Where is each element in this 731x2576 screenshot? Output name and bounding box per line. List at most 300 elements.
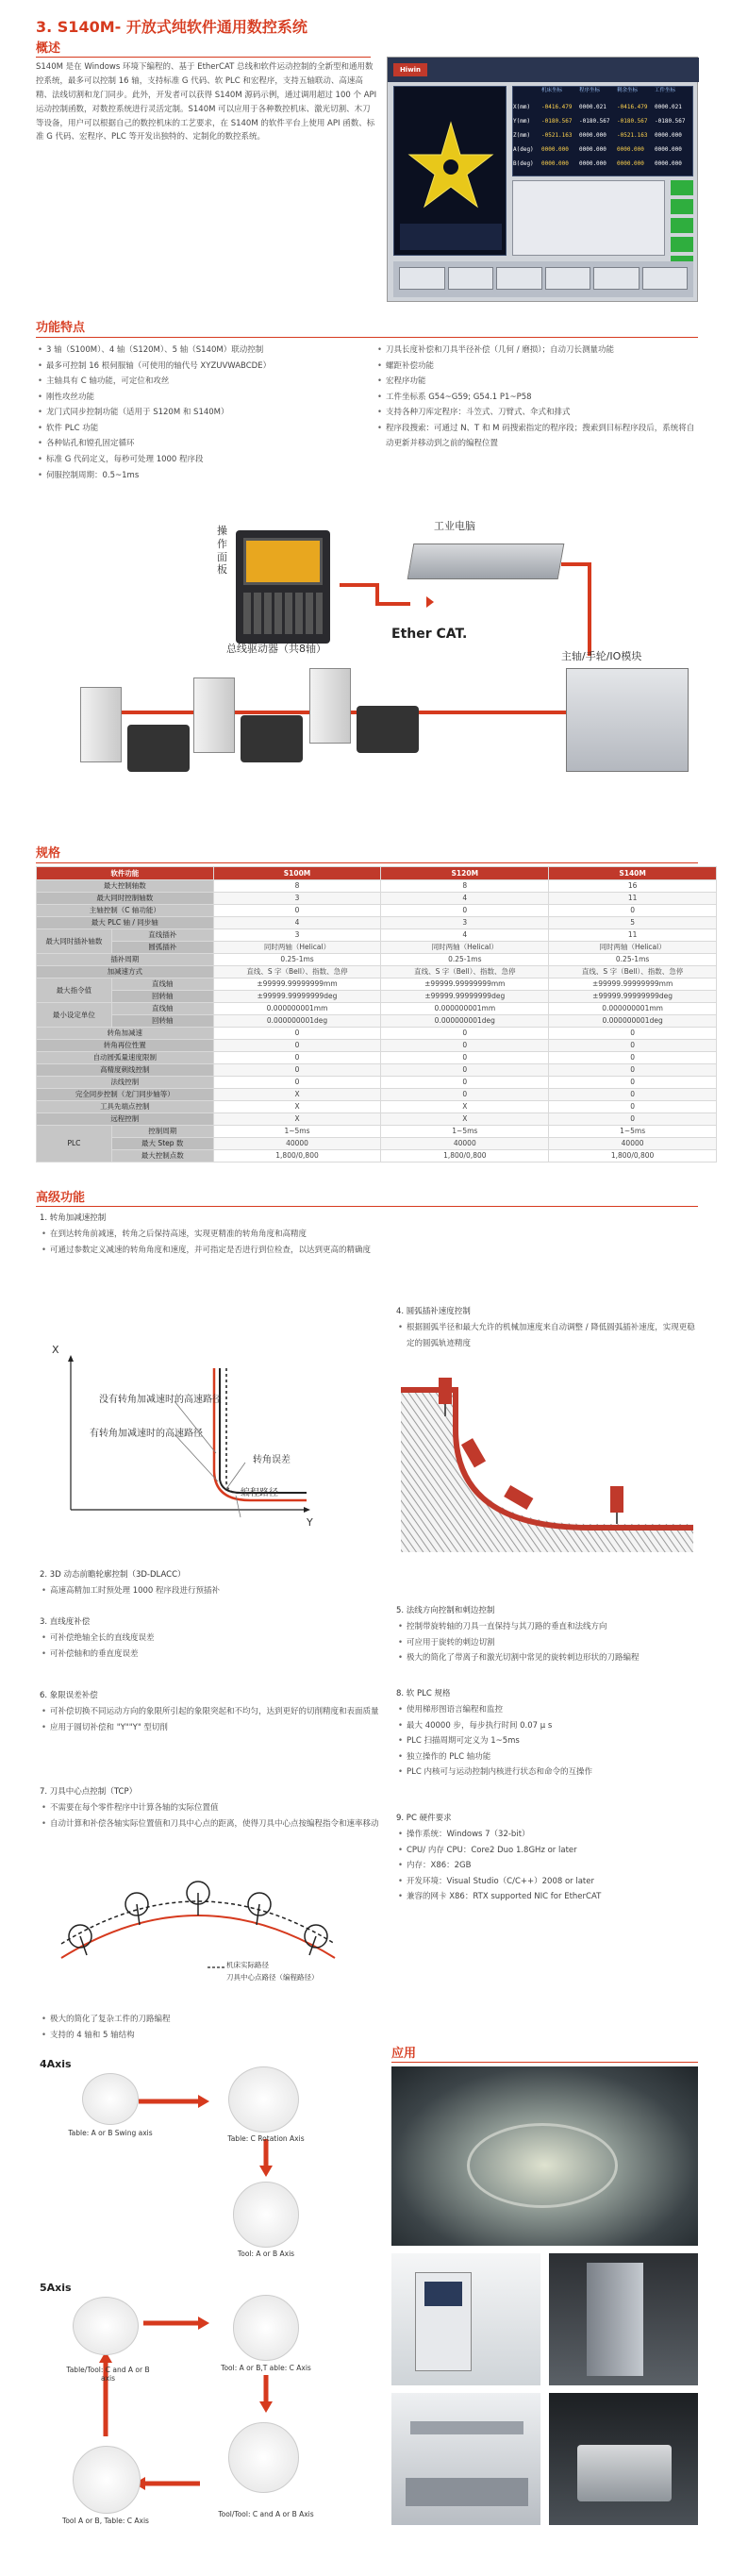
table-row: [37, 954, 717, 966]
spec-cell: 1,800/0,800: [213, 1150, 381, 1163]
program-listing-panel: [512, 180, 665, 256]
spec-cell: 0.000000001mm: [213, 1003, 381, 1015]
axis-label-2: Table: C Rotation Axis: [227, 2134, 305, 2143]
spec-col-header: S140M: [549, 867, 717, 880]
spec-row-label: 最大 PLC 轴 / 同步轴: [37, 917, 214, 929]
spec-row-sublabel: 直线插补: [111, 929, 213, 942]
spec-cell: 直线、S 字（Bell）、指数、急停: [549, 966, 717, 979]
coord-value: -0180.567: [579, 118, 610, 125]
spec-cell: 1,800/0,800: [381, 1150, 549, 1163]
list-item: • 内存：X86：2GB: [398, 1858, 700, 1874]
spec-cell: 0: [549, 1064, 717, 1077]
coord-value: -0180.567: [541, 118, 573, 125]
cutter-tool-3: [504, 1485, 533, 1510]
spec-cell: 16: [549, 880, 717, 893]
spec-cell: 0: [213, 1052, 381, 1064]
spec-cell: 0: [549, 1077, 717, 1089]
system-diagram: [38, 510, 698, 793]
servo-motor: [241, 715, 303, 762]
spec-cell: 0: [213, 1064, 381, 1077]
axis-machine-2: [228, 2066, 299, 2133]
spec-row-label: 工具先端点控制: [37, 1101, 214, 1113]
spec-cell: 40000: [213, 1138, 381, 1150]
spec-divider: [36, 862, 698, 863]
spec-cell: 0: [549, 1052, 717, 1064]
spec-cell: 0.000000001deg: [549, 1015, 717, 1028]
spec-cell: 5: [549, 917, 717, 929]
spec-row-label: PLC: [37, 1126, 112, 1163]
application-photo-machine-1: [391, 2253, 540, 2385]
spec-row-label: 最大同时插补轴数: [37, 929, 112, 954]
list-item: • 应用于圆切补偿和 "Y""Y" 型切削: [42, 1720, 381, 1736]
coord-axis-name: Y(mm): [513, 118, 531, 125]
list-item: • 控制带旋转轴的刀具一直保持与其刀路的垂直和法线方向: [398, 1619, 700, 1635]
spec-cell: 0: [381, 1089, 549, 1101]
overview-heading: 概述: [36, 42, 61, 56]
tcp-actual-path-label: 机床实际路径: [226, 1961, 269, 1969]
spec-row-label: 加减速方式: [37, 966, 214, 979]
axis-label-7: Tool/Tool: C and A or B Axis: [218, 2510, 314, 2518]
spec-cell: 同时两轴（Helical）: [213, 942, 381, 954]
list-item: • 龙门式同步控制功能（适用于 S120M 和 S140M）: [38, 405, 368, 421]
list-item: • 可补偿切换不同运动方向的象限所引起的象限突起和不均匀，达到更好的切削精度和表面质量: [42, 1704, 381, 1720]
tcp-tool-2: [125, 1893, 148, 1925]
axis-label-6: Tool A or B, Table: C Axis: [62, 2517, 149, 2525]
table-row: [37, 929, 717, 942]
spec-cell: X: [213, 1101, 381, 1113]
adv-s6-title: 6. 象限误差补偿: [40, 1691, 98, 1700]
spec-cell: 0: [549, 1040, 717, 1052]
spec-row-label: 最小设定单位: [37, 1003, 112, 1028]
spec-cell: 0.25-1ms: [549, 954, 717, 966]
spec-cell: 0: [213, 905, 381, 917]
spec-cell: 0: [381, 1028, 549, 1040]
spec-cell: X: [213, 1113, 381, 1126]
coord-value: -0416.479: [617, 104, 648, 110]
table-row: [37, 1138, 717, 1150]
spec-cell: 0: [549, 1113, 717, 1126]
list-item: • 3 轴（S100M）、4 轴（S120M）、5 轴（S140M）联动控制: [38, 343, 368, 359]
adv-s10-list: [42, 2012, 372, 2043]
spec-cell: X: [213, 1089, 381, 1101]
coord-axis-name: A(deg): [513, 146, 534, 153]
advanced-heading: 高级功能: [36, 1191, 86, 1205]
spec-cell: 1~5ms: [549, 1126, 717, 1138]
table-row: [37, 966, 717, 979]
softkey[interactable]: [496, 267, 542, 290]
fig1-program-path-label: 编程路径: [241, 1488, 278, 1498]
gantry-bed: [406, 2478, 528, 2506]
spec-row-sublabel: 最大 Step 数: [111, 1138, 213, 1150]
application-photo-robot: [549, 2393, 698, 2525]
spec-cell: 直线、S 字（Bell）、指数、急停: [213, 966, 381, 979]
table-row: [37, 1077, 717, 1089]
list-item: • 可应用于旋转的刺边切割: [398, 1635, 700, 1651]
screen-softkey-bar: [393, 261, 693, 297]
axis-machine-7: [228, 2422, 299, 2493]
spec-row-sublabel: 直线轴: [111, 1003, 213, 1015]
list-item: • 在到达转角前减速，转角之后保持高速，实现更精准的转角角度和高精度: [42, 1227, 372, 1243]
softkey[interactable]: [545, 267, 591, 290]
axis-label-4: Table/Tool: C and A or B axis: [66, 2366, 150, 2383]
overview-divider: [36, 57, 371, 58]
adv-s8-title: 8. 软 PLC 规格: [396, 1689, 451, 1698]
adv-s7-list: [42, 1800, 381, 1832]
coord-value: 0000.021: [579, 104, 606, 110]
industrial-pc-label: 工业电脑: [434, 520, 475, 532]
table-row: [37, 880, 717, 893]
list-item: • 支持各种刀库定程序：斗笠式、刀臂式、伞式和排式: [377, 405, 698, 421]
spec-cell: X: [381, 1113, 549, 1126]
spec-cell: 40000: [381, 1138, 549, 1150]
spec-cell: 8: [213, 880, 381, 893]
adv-s1-list: [42, 1227, 372, 1258]
table-row: [37, 905, 717, 917]
servo-driver: [309, 668, 351, 744]
application-photo-laser: [391, 2066, 698, 2246]
star-toolpath-graphic: [394, 87, 507, 257]
coord-row: [513, 128, 692, 142]
spec-col-header: S100M: [213, 867, 381, 880]
coord-value: -0521.163: [617, 132, 648, 139]
spec-row-label: 远程控制: [37, 1113, 214, 1126]
coord-value: -0521.163: [541, 132, 573, 139]
table-row: [37, 1028, 717, 1040]
spec-row-sublabel: 直线轴: [111, 979, 213, 991]
adv-s8-list: [398, 1702, 700, 1781]
spec-cell: 0.000000001deg: [213, 1015, 381, 1028]
list-item: • 开发环境：Visual Studio（C/C++）2008 or later: [398, 1874, 700, 1890]
axis-label-5: Tool: A or B,T able: C Axis: [221, 2364, 311, 2372]
cutter-tool-4: [610, 1486, 623, 1524]
spec-cell: 1~5ms: [381, 1126, 549, 1138]
spec-cell: X: [381, 1101, 549, 1113]
coord-value: 0000.021: [655, 104, 682, 110]
servo-motor: [357, 706, 419, 753]
adv-s3-list: [42, 1631, 372, 1662]
spec-row-sublabel: 回转轴: [111, 1015, 213, 1028]
adv-s6-list: [42, 1704, 381, 1735]
features-right-list: [377, 343, 698, 452]
table-row: [37, 1040, 717, 1052]
axis-structures-figure: [40, 2049, 370, 2567]
screen-topbar: [388, 58, 699, 82]
softkey[interactable]: [642, 267, 689, 290]
spec-cell: 3: [381, 917, 549, 929]
spec-row-label: 最大同时控制轴数: [37, 893, 214, 905]
coord-value: 0000.000: [655, 132, 682, 139]
adv-s9-title: 9. PC 硬件要求: [396, 1814, 452, 1823]
table-row: [37, 1113, 717, 1126]
coord-row: [513, 114, 692, 128]
servo-motor: [127, 725, 190, 772]
features-left-list: [38, 343, 368, 483]
coord-value: 0000.000: [617, 146, 644, 153]
fig1-x-axis: X: [52, 1344, 59, 1356]
softkey[interactable]: [593, 267, 640, 290]
list-item: • 最多可控制 16 根伺服轴（可使用的轴代号 XYZUVWABCDE）: [38, 359, 368, 375]
brand-logo: Hiwin: [393, 63, 427, 76]
spec-cell: 0: [549, 1089, 717, 1101]
table-row: [37, 917, 717, 929]
spec-row-label: 转角加减速: [37, 1028, 214, 1040]
spec-cell: 0.000000001deg: [381, 1015, 549, 1028]
spec-cell: 0: [549, 1028, 717, 1040]
adv-s4-title: 4. 圆弧插补速度控制: [396, 1307, 471, 1316]
tcp-tool-3: [187, 1882, 209, 1915]
coord-row: [513, 142, 692, 157]
spec-row-label: 最大控制轴数: [37, 880, 214, 893]
spec-cell: 0: [549, 1101, 717, 1113]
spec-cell: ±99999.99999999deg: [381, 991, 549, 1003]
spec-cell: 0: [381, 1077, 549, 1089]
spec-row-label: 高精度刺线控制: [37, 1064, 214, 1077]
spec-row-sublabel: 回转轴: [111, 991, 213, 1003]
green-button[interactable]: [671, 237, 693, 252]
tcp-tool-4: [248, 1893, 271, 1925]
spec-cell: 1~5ms: [213, 1126, 381, 1138]
coord-axis-name: X(mm): [513, 104, 531, 110]
application-heading: 应用: [391, 2047, 417, 2061]
axis-machine-5: [233, 2295, 299, 2361]
features-divider: [36, 337, 698, 338]
list-item: • 伺服控制周期：0.5~1ms: [38, 468, 368, 484]
spec-cell: ±99999.99999999mm: [381, 979, 549, 991]
adv-s3-title: 3. 直线度补偿: [40, 1617, 91, 1627]
coord-value: 0000.000: [579, 132, 606, 139]
spec-cell: 0: [213, 1040, 381, 1052]
spec-cell: 0.000000001mm: [381, 1003, 549, 1015]
four-axis-label: 4Axis: [40, 2058, 72, 2070]
coord-axis-name: Z(mm): [513, 132, 531, 139]
softkey[interactable]: [448, 267, 494, 290]
list-item: • 可通过参数定义减速的转角角度和速度，并可指定是否进行到位检查，以达到更高的精确度: [42, 1243, 372, 1259]
cnc-screen-image: [387, 57, 698, 302]
axis-machine-6: [73, 2446, 141, 2514]
spec-cell: 4: [213, 917, 381, 929]
fig1-with-decel-label: 有转角加减速时的高速路径: [90, 1429, 203, 1439]
advanced-divider: [36, 1206, 698, 1207]
list-item: • 根据圆弧半径和最大允许的机械加速度来自动调整 / 降低圆弧插补速度，实现更稳定的圆弧轨迹精度: [398, 1320, 700, 1351]
operation-panel-label: 操作面板: [217, 525, 227, 577]
spec-table-wrap: [36, 866, 717, 1163]
spec-row-label: 主轴控制（C 轴功能）: [37, 905, 214, 917]
spec-col-header: S120M: [381, 867, 549, 880]
spec-cell: 4: [381, 893, 549, 905]
list-item: • 程序段搜索：可通过 N、T 和 M 码搜索指定的程序段；搜索到目标程序段后，系统将自动更新并移动到之前的编程位置: [377, 421, 698, 452]
spec-cell: ±99999.99999999mm: [213, 979, 381, 991]
list-item: • 兼容的网卡 X86：RTX supported NIC for EtherCAT: [398, 1889, 700, 1905]
coord-value: 0000.000: [655, 160, 682, 167]
adv-s2-title: 2. 3D 动态前瞻轮廓控制（3D-DLACC）: [40, 1570, 186, 1580]
green-button[interactable]: [671, 199, 693, 214]
list-item: • 自动计算和补偿各轴实际位置值和刀具中心点的距离，使得刀具中心点按编程指令和速率移动: [42, 1816, 381, 1832]
table-row: [37, 979, 717, 991]
coord-row: [513, 100, 692, 114]
spec-table: [36, 866, 717, 1163]
coord-value: 0000.000: [541, 160, 569, 167]
list-item: • 操作系统：Windows 7（32-bit）: [398, 1827, 700, 1843]
spec-cell: 同时两轴（Helical）: [381, 942, 549, 954]
spec-cell: ±99999.99999999deg: [549, 991, 717, 1003]
spec-cell: 3: [213, 929, 381, 942]
gantry-beam: [410, 2421, 523, 2434]
list-item: • 宏程序功能: [377, 374, 698, 390]
fig1-corner-error-label: 转角误差: [253, 1455, 291, 1465]
axis-machine-1: [82, 2073, 139, 2125]
list-item: • 极大的简化了带离子和激光切割中常见的旋转刺边形状的刀路编程: [398, 1650, 700, 1666]
table-row: [37, 1064, 717, 1077]
spec-cell: 3: [213, 893, 381, 905]
list-item: • 刀具长度补偿和刀具半径补偿（几何 / 磨损）；自动刀长测量功能: [377, 343, 698, 359]
softkey[interactable]: [399, 267, 445, 290]
coord-header: 机床坐标: [541, 88, 563, 93]
spec-cell: 1,800/0,800: [549, 1150, 717, 1163]
coord-header: 程序坐标: [579, 88, 601, 93]
ethercat-logo: Ether CAT.: [391, 627, 468, 642]
robot-workpiece: [577, 2445, 672, 2501]
spec-heading: 规格: [36, 846, 61, 861]
spec-row-sublabel: 圆弧插补: [111, 942, 213, 954]
axis-label-1: Table: A or B Swing axis: [68, 2129, 153, 2137]
list-item: • 可补偿轴和的垂直度误差: [42, 1647, 372, 1663]
table-row: [37, 1052, 717, 1064]
cutter-tool-2: [461, 1438, 486, 1467]
spec-cell: 0: [381, 905, 549, 917]
application-photo-machine-2: [549, 2253, 698, 2385]
spec-cell: 11: [549, 929, 717, 942]
list-item: • 可补偿绝轴全长的直线度误差: [42, 1631, 372, 1647]
overview-text: S140M 是在 Windows 环境下编程的、基于 EtherCAT 总线和软件运动控制的全新型和通用数控系统，最多可以控制 16 轴，支持标准 G 代码、软 PLC 和宏程序，支持五轴联动、高速高精、法线切割和龙门同步。此外，开发者可以获得 S140M 源码示例，通过调用超过 100 个 API 运动控制函数，对数控系统进行灵活定制。S140M 可以应用于各种数控机床、激光切割、木刀等设备，用户可以根据自己的数控机床的工艺要求，在 S140M 的软件平台上使用 API 函数、标准 G 代码、宏程序、PLC 等开发出独特的、定制化的数控系统。: [36, 62, 377, 142]
list-item: • 主轴具有 C 轴功能，可定位和攻丝: [38, 374, 368, 390]
adv-s7-title: 7. 刀具中心点控制（TCP）: [40, 1787, 138, 1797]
spec-row-sublabel: 控制周期: [111, 1126, 213, 1138]
drivers-and-motors: [75, 659, 509, 791]
bus-drivers-label: 总线驱动器（共8轴）: [226, 643, 326, 655]
green-button[interactable]: [671, 218, 693, 233]
list-item: • 高速高精加工时预处理 1000 程序段进行预插补: [42, 1583, 372, 1599]
table-row: [37, 991, 717, 1003]
list-item: • 工件坐标系 G54~G59; G54.1 P1~P58: [377, 390, 698, 406]
spec-row-label: 转角再位性置: [37, 1040, 214, 1052]
spec-row-label: 法线控制: [37, 1077, 214, 1089]
list-item: • 标准 G 代码定义，每秒可处理 1000 程序段: [38, 452, 368, 468]
list-item: • 独立操作的 PLC 轴功能: [398, 1749, 700, 1765]
spec-cell: 0: [381, 1052, 549, 1064]
table-row: [37, 1003, 717, 1015]
list-item: • 不需要在每个零件程序中计算各轴的实际位置值: [42, 1800, 381, 1816]
coord-value: 0000.000: [579, 146, 606, 153]
spec-col-header: 软件功能: [37, 867, 214, 880]
list-item: • PLC 扫描周期可定义为 1~5ms: [398, 1733, 700, 1749]
axis-label-3: Tool: A or B Axis: [237, 2250, 295, 2258]
laser-cut-ring: [467, 2123, 618, 2208]
tcp-center-path-label: 刀具中心点路径（编程路径）: [226, 1973, 319, 1982]
spec-row-label: 插补周期: [37, 954, 214, 966]
io-module-label: 主轴/手轮/IO模块: [561, 650, 642, 662]
spec-cell: ±99999.99999999mm: [549, 979, 717, 991]
axis-machine-4: [73, 2297, 139, 2355]
graphic-panel: [393, 86, 507, 256]
spec-cell: ±99999.99999999deg: [213, 991, 381, 1003]
spec-cell: 0: [213, 1077, 381, 1089]
spec-cell: 0.25-1ms: [381, 954, 549, 966]
table-row: [37, 942, 717, 954]
table-row: [37, 1101, 717, 1113]
spec-row-label: 完全同步控制（龙门同步轴等）: [37, 1089, 214, 1101]
spec-cell: 4: [381, 929, 549, 942]
list-item: • PLC 内核可与运动控制内核进行状态和命令的互操作: [398, 1765, 700, 1781]
list-item: • 最大 40000 步，每步执行时间 0.07 μ s: [398, 1718, 700, 1734]
coord-header: 剩余坐标: [617, 88, 639, 93]
table-row: [37, 1150, 717, 1163]
spec-row-label: 最大指令值: [37, 979, 112, 1003]
coord-value: 0000.000: [579, 160, 606, 167]
spec-cell: 0: [549, 905, 717, 917]
spindle-head: [587, 2263, 643, 2376]
adv-s2-list: [42, 1583, 372, 1599]
adv-s5-title: 5. 法线方向控制和刺边控制: [396, 1606, 495, 1615]
spec-cell: 0: [381, 1064, 549, 1077]
table-row: [37, 1089, 717, 1101]
list-item: • 极大的简化了复杂工件的刀路编程: [42, 2012, 372, 2028]
coord-header: 工件坐标: [655, 88, 676, 93]
adv-s1-title: 1. 转角加减速控制: [40, 1213, 107, 1223]
spec-cell: 同时两轴（Helical）: [549, 942, 717, 954]
list-item: • 各种钻孔和镗孔固定循环: [38, 436, 368, 452]
fig1-no-decel-label: 没有转角加减速时的高速路径: [99, 1395, 222, 1405]
arc-speed-figure: [401, 1373, 693, 1552]
adv-s9-list: [398, 1827, 700, 1905]
list-item: • 使用梯形图语言编程和监控: [398, 1702, 700, 1718]
table-row: [37, 1126, 717, 1138]
servo-driver: [80, 687, 122, 762]
spec-cell: 0: [213, 1028, 381, 1040]
axis-machine-3: [233, 2182, 299, 2248]
page-title: 3. S140M- 开放式纯软件通用数控系统: [36, 18, 307, 36]
io-module-device: [566, 668, 689, 772]
coord-row: [513, 157, 692, 171]
spec-cell: 0.25-1ms: [213, 954, 381, 966]
table-row: [37, 1015, 717, 1028]
coord-value: -0180.567: [617, 118, 648, 125]
list-item: • 刚性攻丝功能: [38, 390, 368, 406]
application-photo-gantry: [391, 2393, 540, 2525]
servo-driver: [193, 677, 235, 753]
spec-cell: 8: [381, 880, 549, 893]
coord-value: 0000.000: [617, 160, 644, 167]
features-heading: 功能特点: [36, 321, 86, 335]
coordinate-panel: [512, 86, 693, 176]
list-item: • 支持的 4 轴和 5 轴结构: [42, 2028, 372, 2044]
spec-row-label: 自动圆弧量速度限制: [37, 1052, 214, 1064]
list-item: • 螺距补偿功能: [377, 359, 698, 375]
spec-cell: 直线、S 字（Bell）、指数、急停: [381, 966, 549, 979]
coord-value: 0000.000: [655, 146, 682, 153]
coord-axis-name: B(deg): [513, 160, 534, 167]
coord-value: 0000.000: [541, 146, 569, 153]
adv-s4-list: [398, 1320, 700, 1351]
spec-cell: 40000: [549, 1138, 717, 1150]
fig1-y-axis: Y: [307, 1516, 313, 1529]
green-button[interactable]: [671, 180, 693, 195]
spec-row-sublabel: 最大控制点数: [111, 1150, 213, 1163]
five-axis-label: 5Axis: [40, 2282, 72, 2294]
spec-cell: 0: [381, 1040, 549, 1052]
adv-s5-list: [398, 1619, 700, 1666]
table-row: [37, 893, 717, 905]
coord-value: -0180.567: [655, 118, 686, 125]
